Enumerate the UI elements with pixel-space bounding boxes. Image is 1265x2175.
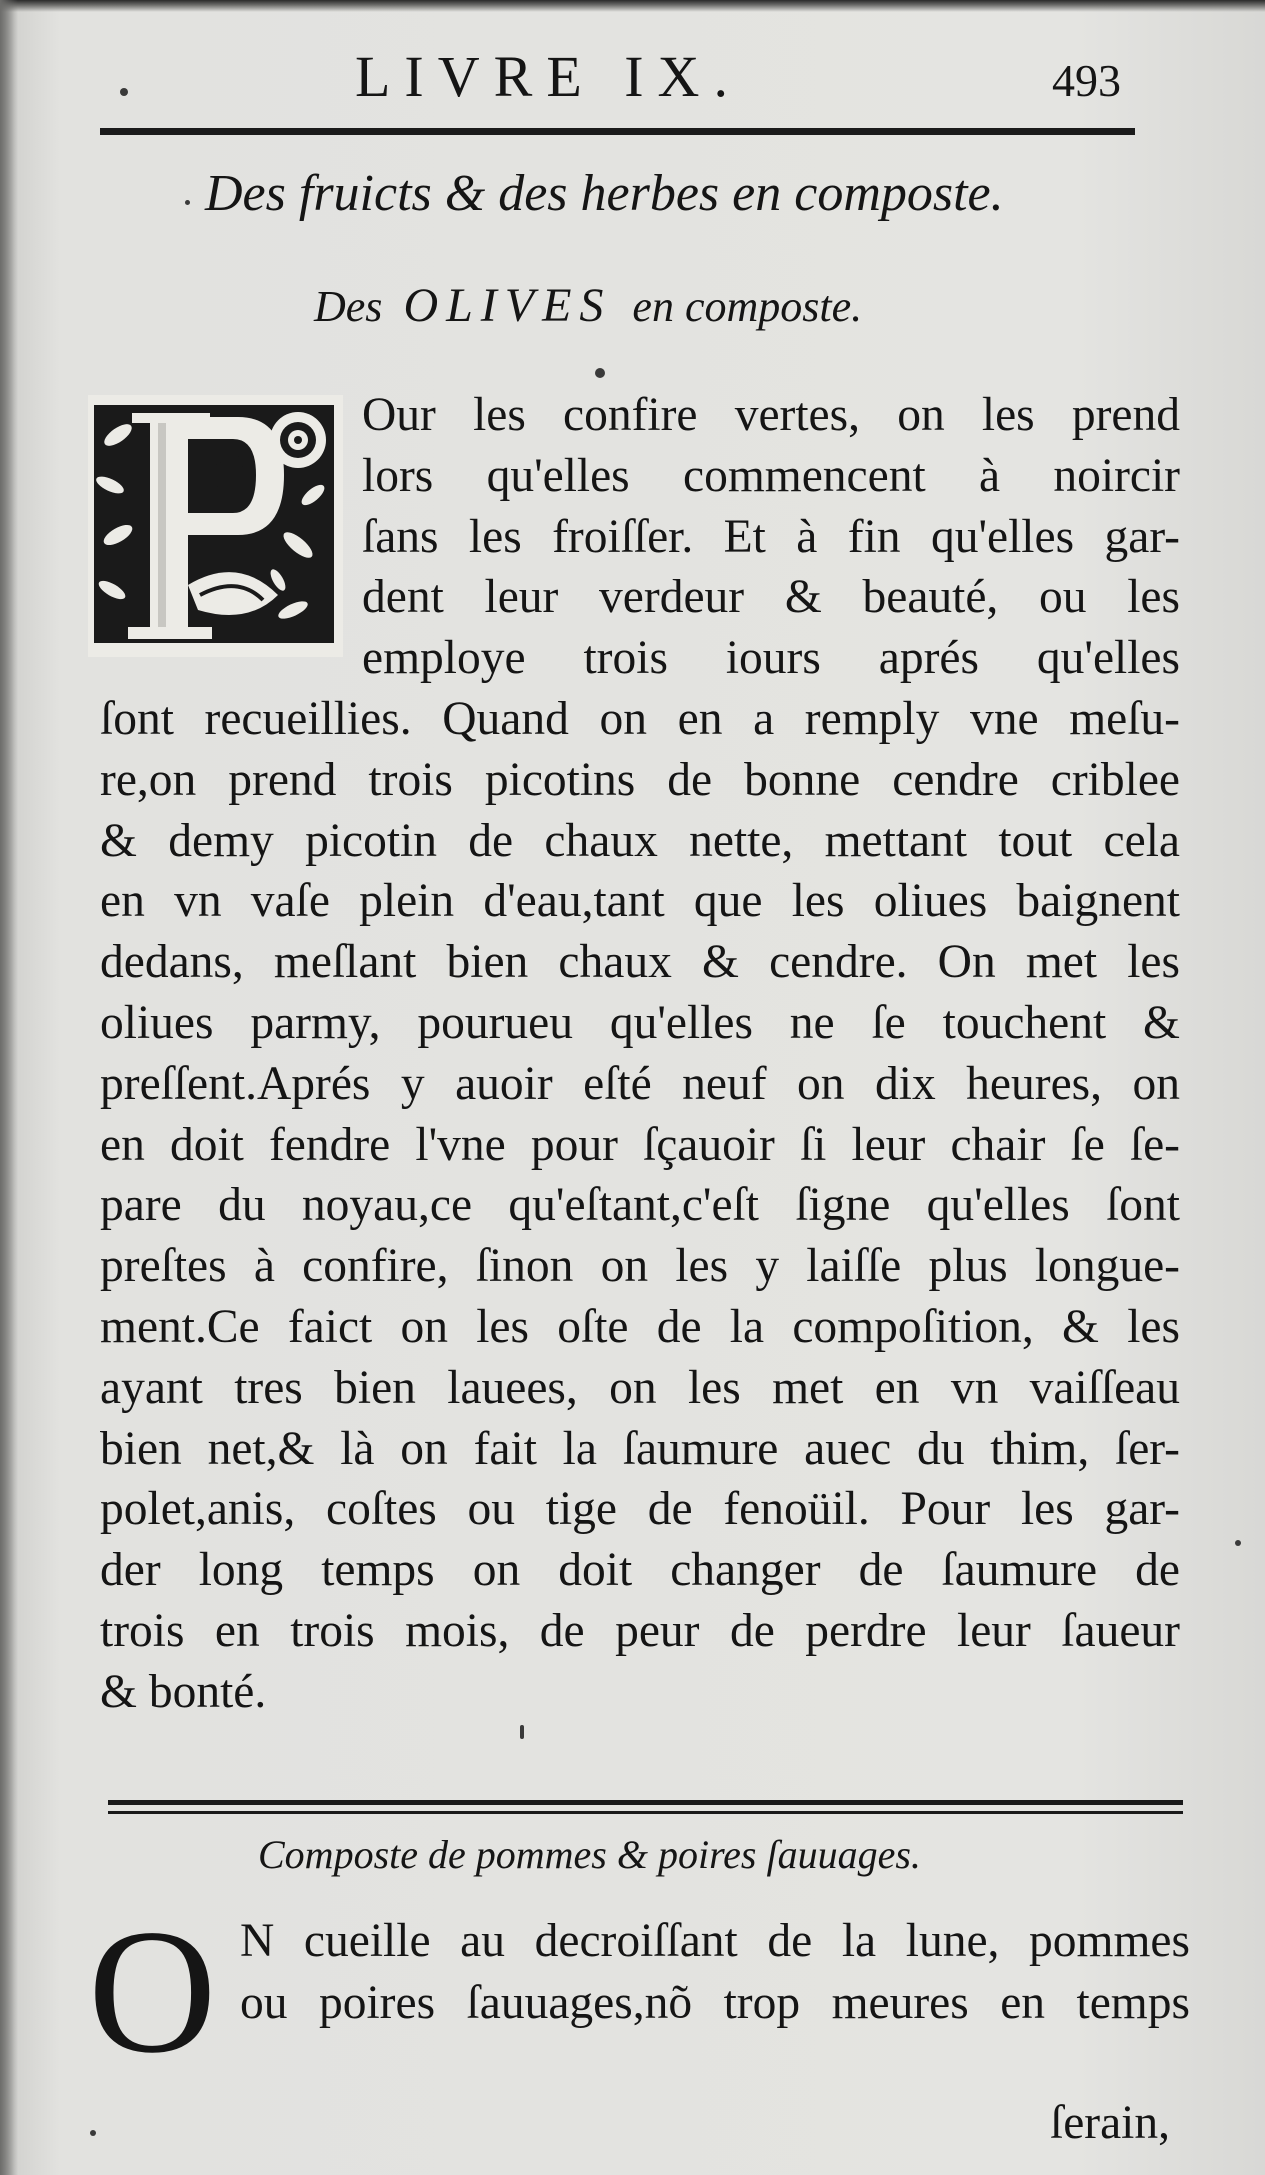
ink-speck xyxy=(1235,1540,1241,1546)
text-line: pare du noyau,ce qu'eſtant,c'eſt ſigne qu'elles ſont xyxy=(100,1179,1180,1232)
text-line: ſont recueillies. Quand on en a remply vne meſu- xyxy=(100,692,1180,745)
text-line: der long temps on doit changer de ſaumure de xyxy=(100,1544,1180,1597)
ink-speck xyxy=(595,368,605,378)
text-line: Our les confire vertes, on les prend xyxy=(362,389,1180,441)
drop-cap-o: O xyxy=(88,1892,217,2090)
subsection-title xyxy=(314,279,863,332)
section-title: Des fruicts & des herbes en composte. xyxy=(205,165,1004,222)
text-line: & demy picotin de chaux nette, mettant tout cela xyxy=(100,814,1180,867)
text-line: ſans les froiſſer. Et à fin qu'elles gar- xyxy=(362,510,1180,563)
text-line: N cueille au decroiſſant de la lune, pommes xyxy=(240,1915,1190,1967)
ink-speck xyxy=(185,200,190,205)
section-divider-rule-top xyxy=(108,1800,1183,1805)
text-line: employe trois iours aprés qu'elles xyxy=(362,632,1180,685)
text-line: ou poires ſauuages,nõ trop meures en temps xyxy=(240,1977,1190,2029)
text-line: preſſent.Aprés y auoir eſté neuf on dix heures, on xyxy=(100,1057,1180,1110)
text-line: en doit fendre l'vne pour ſçauoir ſi leur chair ſe ſe- xyxy=(100,1118,1180,1171)
ink-speck xyxy=(520,1725,524,1739)
page-number: 493 xyxy=(1052,55,1121,106)
text-line: bien net,& là on fait la ſaumure auec du thim, ſer- xyxy=(100,1422,1180,1475)
second-section-title: Composte de pommes & poires ſauuages. xyxy=(258,1832,921,1877)
subsection-suffix: en composte. xyxy=(632,282,863,331)
section-divider-rule-bottom xyxy=(108,1811,1183,1814)
text-line: re,on prend trois picotins de bonne cendre criblee xyxy=(100,753,1180,806)
text-line: oliues parmy, pourueu qu'elles ne ſe touchent & xyxy=(100,996,1180,1049)
text-line: trois en trois mois, de peur de perdre leur ſaueur xyxy=(100,1604,1180,1657)
paragraph-pommes xyxy=(240,1910,1190,2034)
ink-speck xyxy=(90,2130,96,2136)
text-line: polet,anis, coſtes ou tige de fenoüil. Pour les gar- xyxy=(100,1483,1180,1536)
ink-speck xyxy=(120,88,128,96)
text-line: lors qu'elles commencent à noircir xyxy=(362,449,1180,502)
text-line: en vn vaſe plein d'eau,tant que les oliues baignent xyxy=(100,875,1180,928)
subsection-prefix: Des xyxy=(314,282,383,331)
text-line: ment.Ce faict on les oſte de la compoſition, & les xyxy=(100,1300,1180,1353)
page-top-edge xyxy=(0,0,1265,12)
text-line: dedans, meſlant bien chaux & cendre. On met les xyxy=(100,936,1180,989)
text-line: dent leur verdeur & beauté, ou les xyxy=(362,571,1180,624)
header-rule xyxy=(100,128,1135,135)
paragraph-olives xyxy=(100,385,1180,1723)
text-line: & bonté. xyxy=(100,1665,267,1718)
gutter-shadow xyxy=(0,0,18,2175)
text-line: ayant tres bien lauees, on les met en vn vaiſſeau xyxy=(100,1361,1180,1414)
subsection-name: OLIVES xyxy=(403,279,612,332)
catchword: ſerain, xyxy=(1050,2097,1171,2149)
text-line: preſtes à confire, ſinon on les y laiſſe plus longue- xyxy=(100,1240,1180,1293)
running-head: LIVRE IX. xyxy=(355,44,742,109)
